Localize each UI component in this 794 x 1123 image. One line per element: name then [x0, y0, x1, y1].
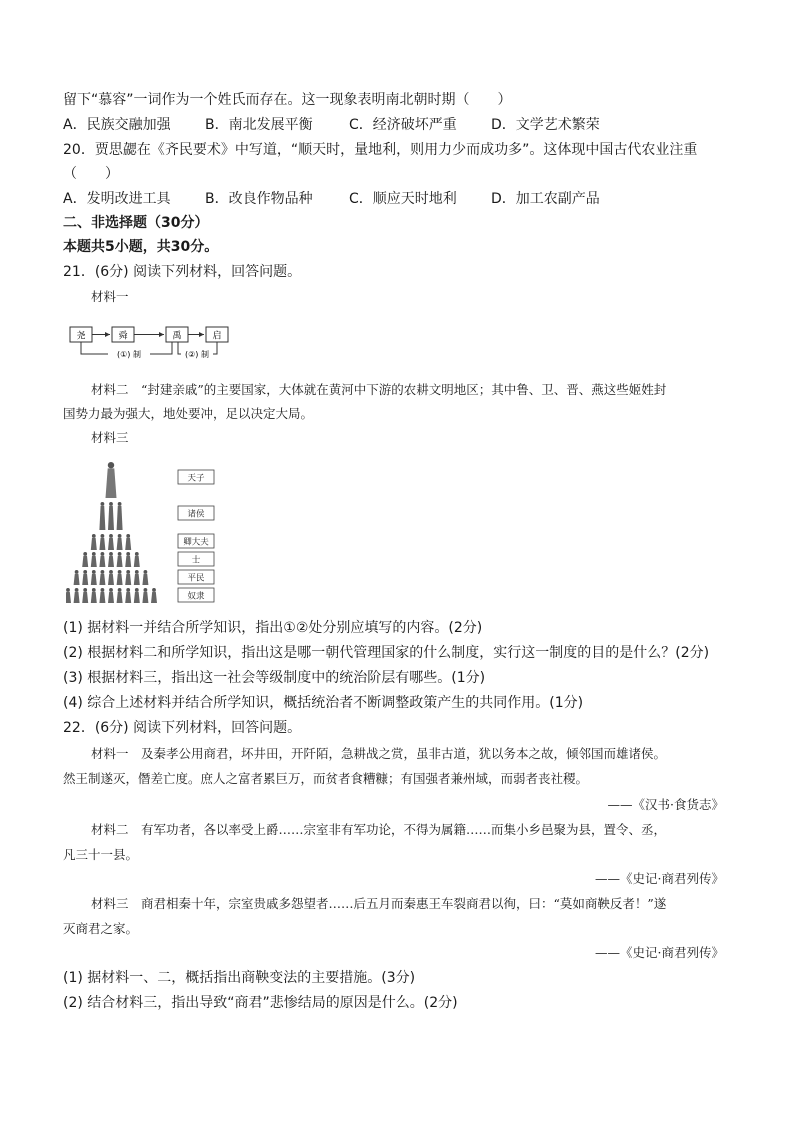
- q19-option-d: D．文学艺术繁荣: [491, 117, 600, 133]
- rank-figure: [134, 588, 140, 603]
- q22-source-3: ——《史记·商君列传》: [595, 945, 724, 960]
- rank-figure: [108, 534, 114, 550]
- q21-material3-label: 材料三: [91, 430, 129, 445]
- rank-figure: [82, 552, 88, 567]
- rank-figure: [91, 534, 97, 550]
- q21-material2-line2: 国势力最为强大，地处要冲，足以决定大局。: [63, 406, 314, 421]
- section-heading: 二、非选择题（30分）: [63, 215, 209, 231]
- q22-material2-line1: 材料二 有军功者，各以率受上爵……宗室非有军功论，不得为属籍……而集小乡邑聚为县，置令、丞，: [91, 822, 667, 837]
- rank-figure: [99, 588, 105, 603]
- rank-figure: [82, 570, 88, 585]
- ruler-1: 尧: [76, 331, 86, 342]
- rank-figure: [91, 570, 97, 585]
- rank-figure: [99, 570, 105, 585]
- rank-figure: [134, 552, 140, 567]
- q19-option-a: A．民族交融加强: [63, 117, 171, 133]
- system-label-1: (①) 制: [117, 350, 141, 359]
- rank-label: 天子: [187, 473, 205, 484]
- q22-material3-line2: 灭商君之家。: [63, 921, 139, 936]
- q20-option-a: A．发明改进工具: [63, 191, 171, 207]
- q21-subq-2: (2) 根据材料二和所学知识，指出这是哪一朝代管理国家的什么制度，实行这一制度的目的是什么？(2分): [63, 645, 710, 661]
- rank-figure: [125, 570, 131, 585]
- q22-source-2: ——《史记·商君列传》: [595, 871, 724, 886]
- rank-figure: [134, 570, 140, 585]
- rank-figure: [108, 502, 114, 530]
- q22-subq-1: (1) 据材料一、二，概括指出商鞅变法的主要措施。(3分): [63, 970, 416, 986]
- rank-figure: [99, 502, 105, 530]
- ruler-2: 舜: [118, 331, 128, 342]
- rank-figure: [99, 534, 105, 550]
- q22-material1-line2: 然王制遂灭，僭差亡度。庶人之富者累巨万，而贫者食糟糠；有国强者兼州域，而弱者丧社稷。: [63, 771, 589, 786]
- q19-option-b: B．南北发展平衡: [205, 117, 313, 133]
- rank-figure: [142, 570, 148, 585]
- q21-material2-line1: 材料二 “封建亲戚”的主要国家，大体就在黄河中下游的农耕文明地区；其中鲁、卫、晋、燕这些姬姓封: [91, 382, 667, 397]
- rank-figure: [91, 552, 97, 567]
- q21-material1-label: 材料一: [91, 289, 129, 304]
- rank-figure: [125, 588, 131, 603]
- q20-stem: 20．贾思勰在《齐民要术》中写道，“顺天时，量地利，则用力少而成功多”。这体现中国古代农业注重: [63, 142, 698, 158]
- rank-figure: [74, 588, 80, 603]
- system-label-2: (②) 制: [185, 350, 209, 359]
- rank-figure: [108, 552, 114, 567]
- rank-figure: [117, 502, 123, 530]
- q19-option-c: C．经济破坏严重: [349, 117, 457, 133]
- q22-material1-line1: 材料一 及秦孝公用商君，坏井田，开阡陌，急耕战之赏，虽非古道，犹以务本之故，倾邻国而雄诸侯。: [91, 746, 667, 761]
- rank-figure: [91, 588, 97, 603]
- ruler-3: 禹: [172, 331, 182, 342]
- rank-figure: [117, 588, 123, 603]
- q20-options: [63, 189, 600, 209]
- rank-figure: [108, 570, 114, 585]
- rank-figure: [99, 552, 105, 567]
- rank-label: 士: [191, 555, 201, 566]
- rank-label: 平民: [187, 573, 205, 584]
- q22-material2-line2: 凡三十一县。: [63, 847, 139, 862]
- q19-options: [63, 115, 600, 135]
- q21-stem: 21．(6分) 阅读下列材料，回答问题。: [63, 264, 302, 280]
- q21-subq-1: (1) 据材料一并结合所学知识，指出①②处分别应填写的内容。(2分): [63, 620, 483, 636]
- q21-subq-3: (3) 根据材料三，指出这一社会等级制度中的统治阶层有哪些。(1分): [63, 670, 486, 686]
- rank-figure: [108, 588, 114, 603]
- rank-figure: [74, 570, 80, 585]
- q22-subq-2: (2) 结合材料三，指出导致“商君”悲惨结局的原因是什么。(2分): [63, 995, 458, 1011]
- q22-source-1: ——《汉书·食货志》: [607, 797, 724, 812]
- q19-stem-tail: 留下“慕容”一词作为一个姓氏而存在。这一现象表明南北朝时期（ ）: [63, 92, 512, 108]
- section-instruction: 本题共5小题，共30分。: [63, 239, 219, 255]
- rank-figure: [117, 570, 123, 585]
- rank-label: 卿大夫: [183, 537, 209, 548]
- q20-blank: （ ）: [63, 166, 119, 182]
- rank-label: 奴隶: [187, 591, 205, 602]
- rank-figure: [82, 588, 88, 603]
- rank-figure: [106, 462, 117, 498]
- rank-figure: [117, 552, 123, 567]
- q21-subq-4: (4) 综合上述材料并结合所学知识，概括统治者不断调整政策产生的共同作用。(1分): [63, 695, 584, 711]
- q20-option-d: D．加工农副产品: [491, 191, 600, 207]
- q20-option-b: B．改良作物品种: [205, 191, 313, 207]
- succession-diagram: [68, 322, 238, 364]
- rank-figure: [66, 588, 71, 603]
- rank-figure: [117, 534, 123, 550]
- rank-figure: [142, 588, 148, 603]
- q22-material3-line1: 材料三 商君相秦十年，宗室贵戚多怨望者……后五月而秦惠王车裂商君以徇，曰：“莫如商鞅反者！”遂: [91, 896, 667, 911]
- social-hierarchy-pyramid: [66, 458, 221, 606]
- rank-label: 诸侯: [187, 509, 205, 520]
- q22-stem: 22．(6分) 阅读下列材料，回答问题。: [63, 720, 302, 736]
- rank-figure: [151, 588, 157, 603]
- ruler-4: 启: [212, 331, 222, 342]
- rank-figure: [125, 552, 131, 567]
- q20-option-c: C．顺应天时地利: [349, 191, 457, 207]
- rank-figure: [125, 534, 131, 550]
